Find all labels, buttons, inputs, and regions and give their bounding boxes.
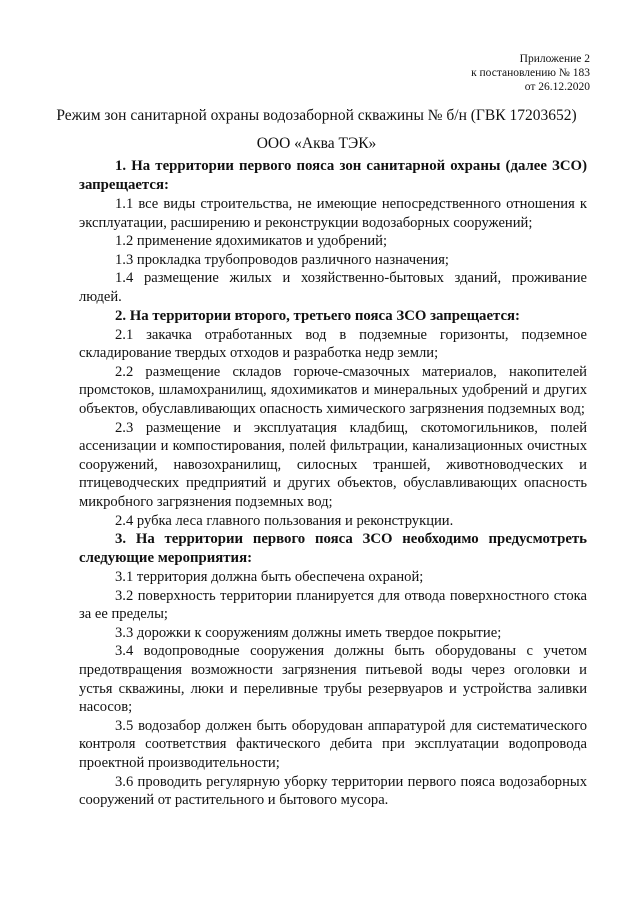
- section-1-heading: 1. На территории первого пояса зон санитарной охраны (далее ЗСО) запрещается:: [79, 158, 587, 193]
- item-3-6: 3.6 проводить регулярную уборку территории первого пояса водозаборных сооружений от растительного и бытового мусора.: [79, 773, 587, 809]
- item-3-1: 3.1 территория должна быть обеспечена охраной;: [115, 569, 424, 586]
- item-2-4: 2.4 рубка леса главного пользования и реконструкции.: [115, 512, 454, 529]
- item-3-5: 3.5 водозабор должен быть оборудован аппаратурой для систематического контроля соответствия фактического дебита при эксплуатации водопровода проектной производительности;: [79, 717, 587, 772]
- document-title: Режим зон санитарной охраны водозаборной скважины № б/н (ГВК 17203652): [56, 107, 577, 124]
- item-3-4: 3.4 водопроводные сооружения должны быть оборудованы с учетом предотвращения возможности загрязнения питьевой воды через оголовки и устья скважины, люки и переливные трубы резервуаров и устройства заливки насосов;: [79, 643, 587, 716]
- section-3-heading: 3. На территории первого пояса ЗСО необходимо предусмотреть следующие мероприятия:: [79, 531, 587, 567]
- item-2-3: 2.3 размещение и эксплуатация кладбищ, скотомогильников, полей ассенизации и компостирования, полей фильтрации, канализационных очистных сооружений, навозохранилищ, силосных траншей, животноводческих и птицеводческих предприятий и других объектов, обуславливающих опасность микробного загрязнения подземных вод;: [79, 419, 587, 510]
- item-1-3: 1.3 прокладка трубопроводов различного назначения;: [115, 251, 449, 268]
- annex-reference: [471, 52, 590, 94]
- item-1-2: 1.2 применение ядохимикатов и удобрений;: [115, 233, 388, 250]
- document-body: [79, 157, 587, 810]
- item-3-3: 3.3 дорожки к сооружениям должны иметь твердое покрытие;: [115, 624, 502, 641]
- annex-line-3: от 26.12.2020: [524, 81, 590, 93]
- section-2-heading: 2. На территории второго, третьего пояса ЗСО запрещается:: [115, 307, 520, 324]
- item-2-2: 2.2 размещение складов горюче-смазочных материалов, накопителей промстоков, шламохранилищ, ядохимикатов и минеральных удобрений и других объектов, обуславливающих опасность химического загрязнения подземных вод;: [79, 363, 587, 417]
- item-2-1: 2.1 закачка отработанных вод в подземные горизонты, подземное складирование твердых отходов и разработка недр земли;: [79, 326, 587, 362]
- annex-line-2: к постановлению № 183: [471, 67, 590, 79]
- organization-name: ООО «Аква ТЭК»: [256, 135, 377, 152]
- item-1-1: 1.1 все виды строительства, не имеющие непосредственного отношения к эксплуатации, расширению и реконструкции водозаборных сооружений;: [79, 196, 587, 231]
- item-1-4: 1.4 размещение жилых и хозяйственно-бытовых зданий, проживание людей.: [79, 270, 587, 305]
- annex-line-1: Приложение 2: [519, 53, 590, 65]
- item-3-2: 3.2 поверхность территории планируется для отвода поверхностного стока за ее пределы;: [79, 587, 587, 623]
